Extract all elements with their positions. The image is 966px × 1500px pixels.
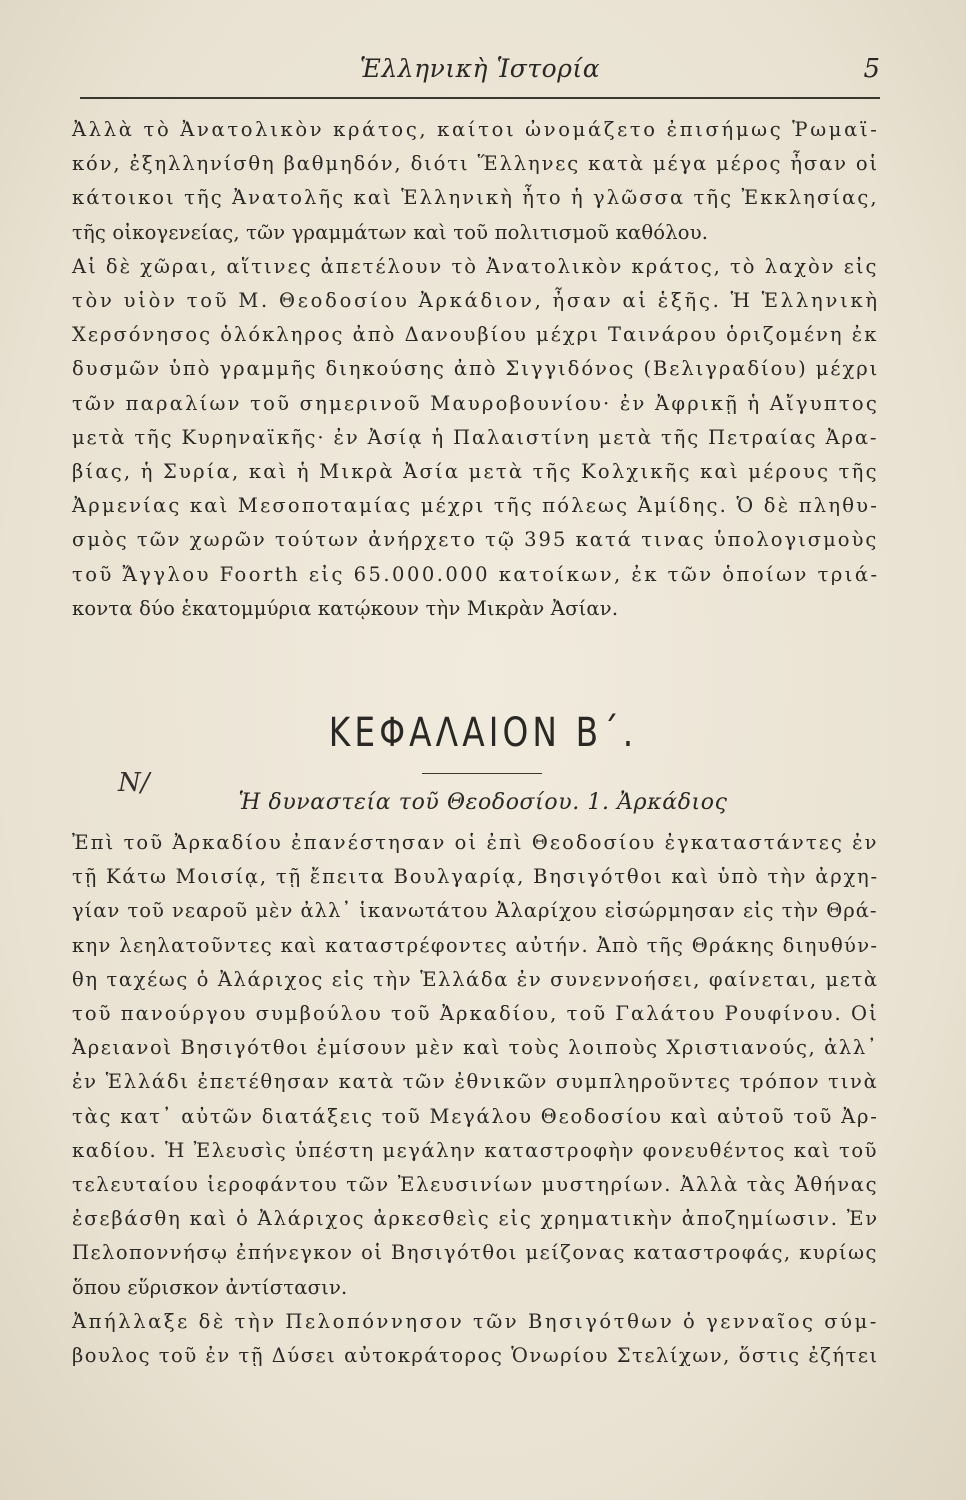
text-line: τελευταίου ἱεροφάντου τῶν Ἐλευσινίων μυστηρίων. Ἀλλὰ τὰς Ἀθήνας xyxy=(72,1173,879,1197)
text-line: ἐσεβάσθη καὶ ὁ Ἀλάριχος ἀρκεσθεὶς εἰς χρηματικὴν ἀποζημίωσιν. Ἐν xyxy=(72,1207,879,1231)
text-line: κάτοικοι τῆς Ἀνατολῆς καὶ Ἑλληνικὴ ἦτο ἡ γλῶσσα τῆς Ἐκκλησίας, xyxy=(72,186,879,210)
text-line: κόν, ἐξηλληνίσθη βαθμηδόν, διότι Ἕλληνες κατὰ μέγα μέρος ἦσαν οἱ xyxy=(72,152,880,176)
text-line: ὅπου εὕρισκον ἀντίστασιν. xyxy=(72,1275,348,1299)
text-block-lower xyxy=(72,826,877,1373)
text-line: Ἀλλὰ τὸ Ἀνατολικὸν κράτος, καίτοι ὠνομάζετο ἐπισήμως Ῥωμαϊ- xyxy=(72,118,880,141)
page-number: 5 xyxy=(863,54,880,84)
text-line: θη ταχέως ὁ Ἀλάριχος εἰς τὴν Ἑλλάδα ἐν συνεννοήσει, φαίνεται, μετὰ xyxy=(72,967,879,991)
text-line: Ἐπὶ τοῦ Ἀρκαδίου ἐπανέστησαν οἱ ἐπὶ Θεοδοσίου ἐγκαταστάντες ἐν xyxy=(72,831,879,854)
handwritten-margin-mark: Ν/ xyxy=(118,768,150,798)
text-line: ἐν Ἑλλάδι ἐπετέθησαν κατὰ τῶν ἐθνικῶν συμπληροῦντες τρόπον τινὰ xyxy=(72,1070,879,1094)
text-line: σμὸς τῶν χωρῶν τούτων ἀνήρχετο τῷ 395 κατά τινας ὑπολογισμοὺς xyxy=(72,528,879,552)
text-line: κην λεηλατοῦντες καὶ καταστρέφοντες αὐτήν. Ἀπὸ τῆς Θράκης διηυθύν- xyxy=(72,933,879,957)
paragraph-2 xyxy=(72,250,880,626)
text-line: βουλος τοῦ ἐν τῇ Δύσει αὐτοκράτορος Ὁνωρίου Στελίχων, ὅστις ἐζήτει xyxy=(72,1344,879,1368)
text-line: τῆς οἰκογενείας, τῶν γραμμάτων καὶ τοῦ πολιτισμοῦ καθόλου. xyxy=(72,220,709,244)
header-rule xyxy=(80,97,880,99)
text-line: τοῦ Ἄγγλου Foorth εἰς 65.000.000 κατοίκων, ἐκ τῶν ὁποίων τριά- xyxy=(72,562,880,586)
text-line: Ἀρειανοὶ Βησιγότθοι ἐμίσουν μὲν καὶ τοὺς λοιποὺς Χριστιανούς, ἀλλ᾿ xyxy=(72,1036,879,1060)
text-line: Ἀρμενίας καὶ Μεσοποταμίας μέχρι τῆς πόλεως Ἀμίδης. Ὁ δὲ πληθυ- xyxy=(72,494,880,518)
paragraph-1 xyxy=(72,113,880,250)
text-line: βίας, ἡ Συρία, καὶ ἡ Μικρὰ Ἀσία μετὰ τῆς Κολχικῆς καὶ μέρους τῆς xyxy=(72,460,879,484)
text-line: Χερσόνησος ὁλόκληρος ἀπὸ Δανουβίου μέχρι Ταινάρου ὁριζομένη ἐκ xyxy=(72,323,879,347)
text-line: τοῦ πανούργου συμβούλου τοῦ Ἀρκαδίου, τοῦ Γαλάτου Ρουφίνου. Οἱ xyxy=(72,1002,879,1026)
text-line: Αἱ δὲ χῶραι, αἵτινες ἀπετέλουν τὸ Ἀνατολικὸν κράτος, τὸ λαχὸν εἰς xyxy=(72,254,879,278)
paragraph-4 xyxy=(72,1305,877,1373)
text-block-upper xyxy=(72,113,880,626)
text-line: καδίου. Ἡ Ἐλευσὶς ὑπέστη μεγάλην καταστροφὴν φονευθέντος καὶ τοῦ xyxy=(72,1138,879,1162)
paragraph-3 xyxy=(72,826,877,1305)
text-line: κοντα δύο ἑκατομμύρια κατῴκουν τὴν Μικρὰν Ἀσίαν. xyxy=(72,596,619,620)
text-line: μετὰ τῆς Κυρηναϊκῆς· ἐν Ἀσίᾳ ἡ Παλαιστίνη μετὰ τῆς Πετραίας Ἀρα- xyxy=(72,425,879,449)
chapter-rule xyxy=(422,773,542,774)
running-title: Ἑλληνικὴ Ἱστορία xyxy=(359,54,601,83)
text-line: δυσμῶν ὑπὸ γραμμῆς διηκούσης ἀπὸ Σιγγιδόνος (Βελιγραδίου) μέχρι xyxy=(72,357,880,381)
text-line: τῇ Κάτω Μοισίᾳ, τῇ ἔπειτα Βουλγαρίᾳ, Βησιγότθοι καὶ ὑπὸ τὴν ἀρχη- xyxy=(72,865,879,889)
text-line: Πελοποννήσῳ ἐπήνεγκον οἱ Βησιγότθοι μείζονας καταστροφάς, κυρίως xyxy=(72,1241,878,1265)
text-line: Ἀπήλλαξε δὲ τὴν Πελοπόννησον τῶν Βησιγότθων ὁ γενναῖος σύμ- xyxy=(72,1309,879,1333)
chapter-title: ΚΕΦΑΛΑΙΟΝ Β΄. xyxy=(328,710,638,756)
text-line: τὸν υἱὸν τοῦ Μ. Θεοδοσίου Ἀρκάδιον, ἦσαν αἱ ἑξῆς. Ἡ Ἑλληνικὴ xyxy=(72,289,880,313)
text-line: τὰς κατ᾿ αὐτῶν διατάξεις τοῦ Μεγάλου Θεοδοσίου καὶ αὐτοῦ τοῦ Ἀρ- xyxy=(72,1104,879,1128)
text-line: τῶν παραλίων τοῦ σημερινοῦ Μαυροβουνίου· ἐν Ἀφρικῇ ἡ Αἴγυπτος xyxy=(72,391,880,415)
section-heading: Ἡ δυναστεία τοῦ Θεοδοσίου. 1. Ἀρκάδιος xyxy=(238,790,728,815)
page-header xyxy=(80,52,880,92)
text-line: γίαν τοῦ νεαροῦ μὲν ἀλλ᾿ ἱκανωτάτου Ἀλαρίχου εἰσώρμησαν εἰς τὴν Θρά- xyxy=(72,899,878,923)
